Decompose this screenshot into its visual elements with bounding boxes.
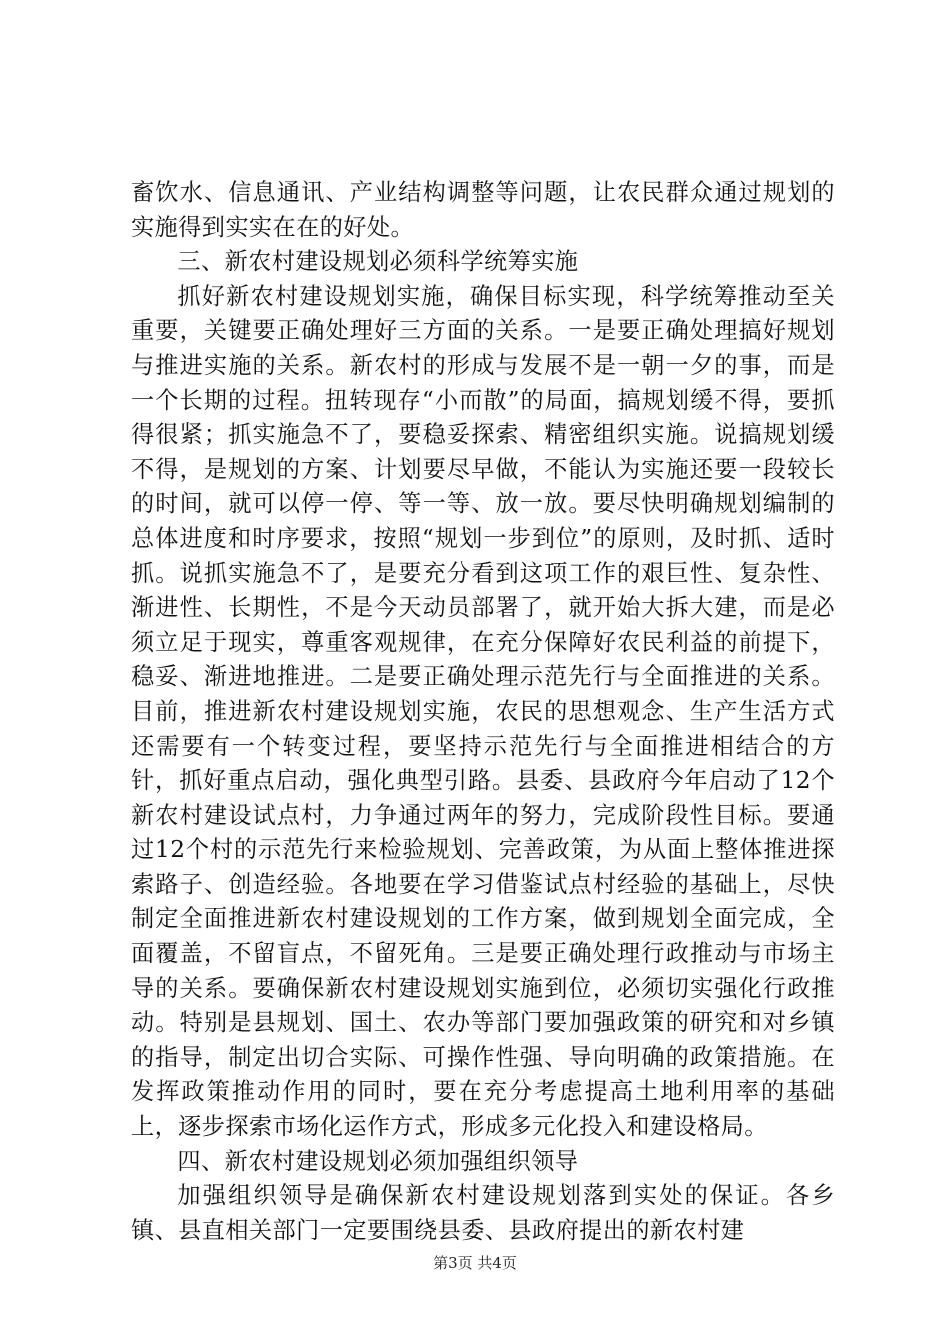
page-footer — [0, 1252, 950, 1273]
page-number-label: 第3页 共4页 — [433, 1254, 517, 1272]
paragraph-section-3-body: 抓好新农村建设规划实施，确保目标实现，科学统筹推动至关重要，关键要正确处理好三方面的关系。一是要正确处理搞好规划与推进实施的关系。新农村的形成与发展不是一朝一夕的事，而是一个长期的过程。扭转现存“小而散”的局面，搞规划缓不得，要抓得很紧；抓实施急不了，要稳妥探索、精密组织实施。说搞规划缓不得，是规划的方案、计划要尽早做，不能认为实施还要一段较长的时间，就可以停一停、等一等、放一放。要尽快明确规划编制的总体进度和时序要求，按照“规划一步到位”的原则，及时抓、适时抓。说抓实施急不了，是要充分看到这项工作的艰巨性、复杂性、渐进性、长期性，不是今天动员部署了，就开始大拆大建，而是必须立足于现实，尊重客观规律，在充分保障好农民利益的前提下，稳妥、渐进地推进。二是要正确处理示范先行与全面推进的关系。目前，推进新农村建设规划实施，农民的思想观念、生产生活方式还需要有一个转变过程，要坚持示范先行与全面推进相结合的方针，抓好重点启动，强化典型引路。县委、县政府今年启动了12个新农村建设试点村，力争通过两年的努力，完成阶段性目标。要通过12个村的示范先行来检验规划、完善政策，为从面上整体推进探索路子、创造经验。各地要在学习借鉴试点村经验的基础上，尽快制定全面推进新农村建设规划的工作方案，做到规划全面完成，全面覆盖，不留盲点，不留死角。三是要正确处理行政推动与市场主导的关系。要确保新农村建设规划实施到位，必须切实强化行政推动。特别是县规划、国土、农办等部门要加强政策的研究和对乡镇的指导，制定出切合实际、可操作性强、导向明确的政策措施。在发挥政策推动作用的同时，要在充分考虑提高土地利用率的基础上，逐步探索市场化运作方式，形成多元化投入和建设格局。 — [131, 282, 835, 1141]
section-heading-4: 四、新农村建设规划必须加强组织领导 — [177, 1147, 579, 1175]
document-body — [131, 176, 835, 1248]
section-heading-3: 三、新农村建设规划必须科学统筹实施 — [177, 248, 579, 276]
paragraph-continuation: 畜饮水、信息通讯、产业结构调整等问题，让农民群众通过规划的实施得到实实在在的好处。 — [131, 179, 835, 241]
paragraph-section-4-body: 加强组织领导是确保新农村建设规划落到实处的保证。各乡镇、县直相关部门一定要围绕县委、县政府提出的新农村建 — [131, 1182, 835, 1244]
